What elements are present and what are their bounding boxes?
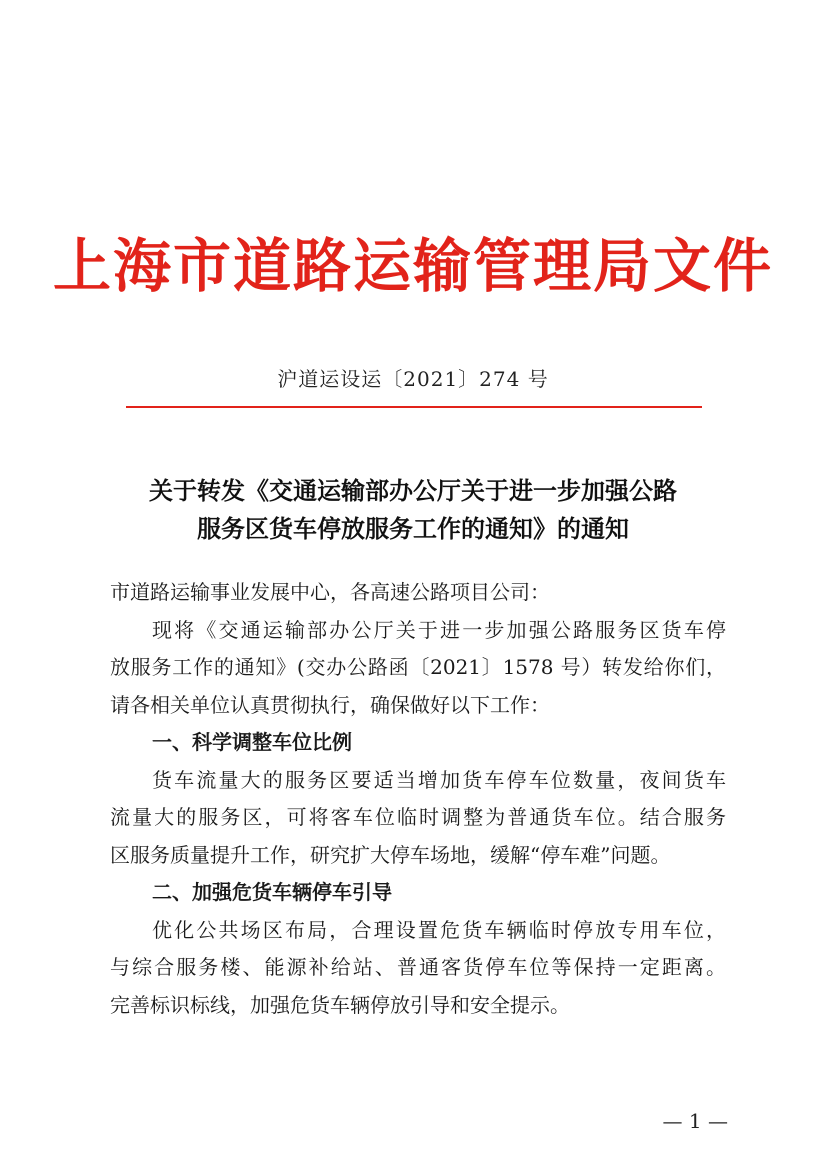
section-1-line-2: 流量大的服务区，可将客车位临时调整为普通货车位。结合服务	[110, 805, 726, 829]
notice-title-line-2: 服务区货车停放服务工作的通知》的通知	[197, 515, 629, 543]
issuer-header-title: 上海市道路运输管理局文件	[52, 232, 773, 300]
notice-title	[0, 472, 826, 548]
intro-line-2: 放服务工作的通知》(交办公路函〔2021〕1578 号）转发给你们，	[110, 655, 726, 679]
section-2-line-1: 优化公共场区布局，合理设置危货车辆临时停放专用车位，	[152, 917, 726, 942]
section-1-heading: 一、科学调整车位比例	[152, 730, 352, 754]
document-body	[110, 574, 726, 1024]
section-2-line-2: 与综合服务楼、能源补给站、普通客货停车位等保持一定距离。	[110, 955, 726, 979]
document-number: 沪道运设运〔2021〕274 号	[277, 367, 549, 391]
page-number: — 1 —	[662, 1109, 728, 1133]
intro-line-1: 现将《交通运输部办公厅关于进一步加强公路服务区货车停	[152, 617, 726, 642]
notice-title-line-1: 关于转发《交通运输部办公厅关于进一步加强公路	[149, 477, 677, 505]
section-2-line-3: 完善标识标线，加强危货车辆停放引导和安全提示。	[110, 992, 570, 1017]
section-2-heading: 二、加强危货车辆停车引导	[152, 880, 392, 904]
red-divider-line	[126, 406, 702, 408]
salutation: 市道路运输事业发展中心，各高速公路项目公司：	[110, 580, 550, 604]
section-1-line-1: 货车流量大的服务区要适当增加货车停车位数量，夜间货车	[152, 767, 726, 792]
intro-line-3: 请各相关单位认真贯彻执行，确保做好以下工作：	[110, 692, 550, 717]
section-1-line-3: 区服务质量提升工作，研究扩大停车场地，缓解“停车难”问题。	[110, 842, 671, 867]
